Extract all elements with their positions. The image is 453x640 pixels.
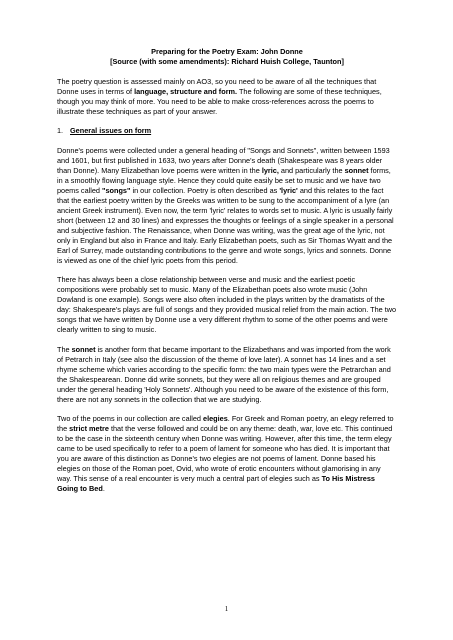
page-number: 1 <box>224 605 229 613</box>
intro-paragraph <box>57 77 397 117</box>
para1-bold-sonnet: sonnet <box>344 165 369 175</box>
para4-text-3: that the verse followed and could be on any theme: death, war, love etc. This continued to be the case in the sixteenth century when Donne was writing. However, after this time, the term elegy came to be used specifically to refer to a poem of lament for someone who has died. It is important that you are aware of this distinction as Donne's two elegies are not poems of lament. Donne based his elegies on those of the Roman poet, Ovid, who wrote of erotic encounters without glamorising in any way. This sense of a real encounter is very much a central part of elegies such as <box>57 424 393 483</box>
para4-text-2: . For Greek and Roman poetry, an elegy referred to the <box>57 414 394 433</box>
para4-text-1: Two of the poems in our collection are called <box>57 414 204 423</box>
para4-bold-poem-title: To His Mistress Going to Bed <box>57 474 375 493</box>
para3-text-1: The <box>57 344 72 354</box>
document-page <box>57 47 397 494</box>
para1-text-2: and particularly the <box>278 165 345 175</box>
intro-text-2: The following are some of these techniques, though you may think of more. You need to be able to make cross-references across the poems to illustrate these techniques as part of your answer. <box>57 86 382 116</box>
para1-text-3: forms, in a smoothly flowing language style. Hence they could quite easily be set to music and we have two poems called <box>57 165 391 195</box>
intro-bold-1: language, structure and form. <box>134 86 238 96</box>
para3-bold-sonnet: sonnet <box>71 344 96 354</box>
para1-text-5: and this relates to the fact that the earliest poetry written by the Greeks was written to be sung to the accompaniment of a lyre (an ancient Greek instrument). Even now, the term 'lyric' relates to words set to music. A lyric is usually fairly short (between 12 and 30 lines) and expresses the thoughts or feelings of a single speaker in a personal and subjective fashion. The Renaissance, when Donne was writing, was the great age of the lyric, not only in England but also in France and Italy. Early Elizabethan poets, such as Sir Thomas Wyatt and the Earl of Surrey, made outstanding contributions to the genre and wrote songs, lyrics and sonnets. Donne is viewed as one of the chief lyric poets from this period. <box>57 185 394 265</box>
para4-bold-elegies: elegies <box>203 414 228 423</box>
document-title <box>57 47 397 67</box>
title-line-2: [Source (with some amendments): Richard Huish College, Taunton] <box>110 57 344 66</box>
section-1-heading <box>57 126 397 136</box>
para4-bold-strict-metre: strict metre <box>69 424 109 433</box>
form-paragraph-1 <box>57 146 397 266</box>
sonnet-paragraph <box>57 345 397 405</box>
title-line-1: Preparing for the Poetry Exam: John Donne <box>151 47 303 56</box>
para3-text-2: is another form that became important to the Elizabethans and was imported from the work of Petrarch in Italy (see also the discussion of the theme of love later). A sonnet has 14 lines and a set rhyme scheme which varies according to the specific form: the two main types were the Petrarchan and the Shakespearean. Donne did write sonnets, but they were all on religious themes and are grouped under the general heading 'Holy Sonnets'. Although you need to be aware of the existence of this form, there are not any sonnets in the collection that we are studying. <box>57 344 391 404</box>
para1-text-4: in our collection. Poetry is often described as <box>130 185 280 195</box>
elegy-paragraph <box>57 414 397 494</box>
para1-bold-songs: "songs" <box>102 185 131 195</box>
para1-bold-lyric-term: 'lyric' <box>279 185 298 195</box>
para1-bold-lyric: lyric, <box>261 165 279 175</box>
section-1-number: 1. <box>57 126 64 135</box>
section-1-heading-text: General issues on form <box>70 126 152 135</box>
intro-text-1: The poetry question is assessed mainly on AO3, so you need to be aware of all the techniques that Donne uses in terms of <box>57 76 377 96</box>
form-paragraph-2: There has always been a close relationship between verse and music and the earliest poetic compositions were probably set to music. Many of the Elizabethan poets also wrote music (John Dowland is one example). Songs were also often included in the plays written by the dramatists of the day: Shakespeare's plays are full of songs and they provided musical relief from the main action. The two songs that we have written by Donne use a very different rhythm to some of the other poems and were clearly written to sing to music. <box>57 275 397 334</box>
para1-text-1: Donne's poems were collected under a general heading of "Songs and Sonnets", written between 1593 and 1601, but first published in 1633, two years after Donne's death (Shakespeare was 8 years older than Donne). Many Elizabethan love poems were written in the <box>57 145 390 175</box>
para4-text-4: . <box>102 484 105 493</box>
